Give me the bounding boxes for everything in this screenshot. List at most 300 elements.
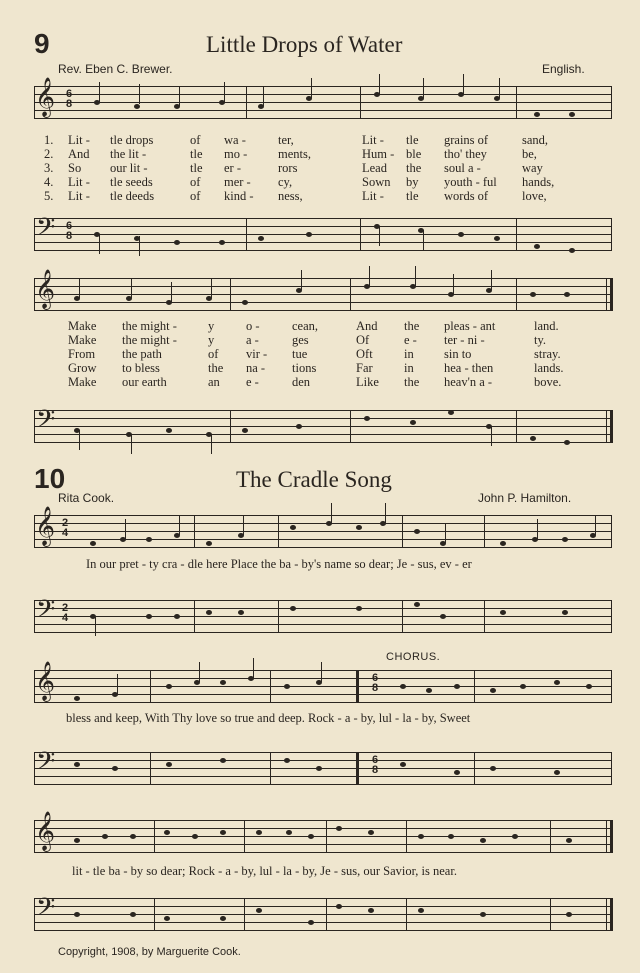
note-stem (385, 503, 386, 523)
lyric-word: 5. (44, 189, 54, 203)
note-stem (379, 74, 380, 94)
bar-line (611, 670, 612, 703)
note-stem (95, 616, 96, 636)
note-head (174, 240, 180, 245)
staff-line (34, 752, 612, 753)
composer-credit: English. (542, 62, 585, 76)
lyric-word: mo - (224, 147, 248, 161)
note-stem (263, 86, 264, 106)
composer-credit: John P. Hamilton. (478, 491, 572, 505)
note-head (368, 830, 374, 835)
note-head (554, 680, 560, 685)
lyric-word: Like (356, 375, 379, 389)
note-head (316, 766, 322, 771)
note-stem (131, 434, 132, 454)
bar-line (270, 670, 271, 703)
staff-line (34, 442, 612, 443)
note-head (500, 541, 506, 546)
lyric-word: in (404, 361, 414, 375)
note-head (512, 834, 518, 839)
note-stem (253, 658, 254, 678)
lyric-word: sand, (522, 133, 549, 147)
bass-staff (34, 405, 612, 442)
bar-line (474, 752, 475, 785)
bar-line (550, 898, 551, 931)
note-head (414, 529, 420, 534)
staff-line (34, 410, 612, 411)
bar-line (610, 278, 613, 311)
lyric-word: From (68, 347, 96, 361)
time-signature-digit: 8 (65, 98, 73, 110)
staff-line (34, 844, 612, 845)
note-head (219, 240, 225, 245)
note-head (480, 912, 486, 917)
note-head (530, 436, 536, 441)
chorus-label: CHORUS. (386, 651, 441, 663)
note-head (530, 292, 536, 297)
note-head (418, 908, 424, 913)
lyric-word: Lit - (68, 133, 90, 147)
lyric-word: grains of (444, 133, 489, 147)
lyric-word: y (208, 333, 215, 347)
bar-line (474, 670, 475, 703)
bar-line (402, 600, 403, 633)
bar-line (402, 515, 403, 548)
time-signature-digit: 2 (61, 602, 69, 614)
time-signature (64, 221, 74, 241)
lyric-word: rors (278, 161, 298, 175)
bar-line (611, 86, 612, 119)
lyric-word: den (292, 375, 311, 389)
lyric-word: ty. (534, 333, 547, 347)
bass-staff (34, 213, 612, 250)
note-stem (117, 674, 118, 694)
note-head (414, 602, 420, 607)
note-stem (79, 430, 80, 450)
note-head (220, 916, 226, 921)
lyric-word: the lit - (110, 147, 147, 161)
bar-line (150, 670, 151, 703)
time-signature-digit: 8 (371, 682, 379, 694)
lyric-word: by (406, 175, 419, 189)
lyric-word: na - (246, 361, 266, 375)
staff-line (34, 434, 612, 435)
chorus-time-signature (370, 755, 380, 775)
staff-line (34, 678, 612, 679)
staff-line (34, 922, 612, 923)
bar-line (611, 515, 612, 548)
note-head (308, 920, 314, 925)
note-head (220, 680, 226, 685)
lyric-word: Lit - (68, 189, 90, 203)
lyric-word: 1. (44, 133, 54, 147)
note-head (286, 830, 292, 835)
note-head (490, 688, 496, 693)
note-head (74, 762, 80, 767)
staff-line (34, 760, 612, 761)
note-head (308, 834, 314, 839)
note-head (500, 610, 506, 615)
lyric-word: tle (406, 189, 419, 203)
bar-line (154, 820, 155, 853)
note-stem (321, 662, 322, 682)
verse-line (66, 333, 576, 347)
lyric-word: Grow (68, 361, 97, 375)
bar-line (230, 410, 231, 443)
note-stem (179, 86, 180, 106)
lyric-word: Lit - (362, 189, 384, 203)
note-head (336, 826, 342, 831)
note-head (566, 912, 572, 917)
note-stem (311, 78, 312, 98)
lyric-word: Oft (356, 347, 373, 361)
time-signature-digit: 6 (371, 754, 379, 766)
note-head (562, 537, 568, 542)
lyric-word: the (404, 319, 420, 333)
verse-line (66, 319, 576, 333)
note-head (368, 908, 374, 913)
staff-line (34, 836, 612, 837)
verse-line (66, 375, 576, 389)
bar-line (34, 600, 35, 633)
hymn-title: Little Drops of Water (206, 32, 403, 57)
staff-line (34, 768, 612, 769)
bass-staff (34, 595, 612, 632)
bar-line (516, 410, 517, 443)
note-head (256, 908, 262, 913)
lyric-word: cean, (292, 319, 319, 333)
lyric-word: mer - (224, 175, 251, 189)
lyric-word: sin to (444, 347, 472, 361)
bar-line (610, 898, 613, 931)
note-head (448, 410, 454, 415)
lyric-word: soul a - (444, 161, 481, 175)
note-stem (211, 278, 212, 298)
lyric-word: hea - then (444, 361, 494, 375)
staff-line (34, 531, 612, 532)
chorus-time-signature (370, 673, 380, 693)
lyric-word: Hum - (362, 147, 395, 161)
note-stem (537, 519, 538, 539)
staff-line (34, 302, 612, 303)
staff-line (34, 418, 612, 419)
note-head (206, 541, 212, 546)
note-head (166, 428, 172, 433)
note-stem (423, 230, 424, 250)
note-head (258, 236, 264, 241)
lyric-word: bove. (534, 375, 562, 389)
bass-clef-icon: 𝄢 (36, 595, 56, 630)
bass-clef-icon: 𝄢 (36, 405, 56, 440)
lyric-word: of (208, 347, 219, 361)
lyric-word: tle (190, 147, 203, 161)
bar-line (550, 820, 551, 853)
staff-line (34, 632, 612, 633)
staff-line (34, 250, 612, 251)
bar-line (360, 218, 361, 251)
lyric-word: And (356, 319, 378, 333)
bar-line (230, 278, 231, 311)
lyric-word: 2. (44, 147, 54, 161)
lyric-word: Make (68, 319, 97, 333)
bass-clef-icon: 𝄢 (36, 747, 56, 782)
bar-line (244, 820, 245, 853)
note-stem (199, 662, 200, 682)
bar-line (606, 410, 607, 443)
bar-line (246, 86, 247, 119)
staff-line (34, 426, 612, 427)
staff-line (34, 118, 612, 119)
bar-line (194, 600, 195, 633)
staff-line (34, 828, 612, 829)
staff-line (34, 608, 612, 609)
note-head (206, 610, 212, 615)
note-stem (125, 519, 126, 539)
lyric-word: love, (522, 189, 547, 203)
treble-clef-icon: 𝄞 (35, 506, 56, 546)
note-head (569, 112, 575, 117)
staff-line (34, 110, 612, 111)
staff-line (34, 523, 612, 524)
staff-line (34, 906, 612, 907)
note-stem (595, 515, 596, 535)
copyright: Copyright, 1908, by Marguerite Cook. (58, 946, 241, 958)
note-stem (243, 515, 244, 535)
bar-line (406, 898, 407, 931)
bar-line (350, 278, 351, 311)
lyric-word: tle seeds (110, 175, 153, 189)
lyric-word: tle deeds (110, 189, 155, 203)
note-head (564, 292, 570, 297)
verse-line (44, 189, 576, 203)
lyric-word: Lit - (362, 133, 384, 147)
treble-clef-icon: 𝄞 (35, 661, 56, 701)
note-head (356, 525, 362, 530)
note-head (102, 834, 108, 839)
lyric-word: 3. (44, 161, 54, 175)
staff-line (34, 294, 612, 295)
note-head (130, 912, 136, 917)
lyric-word: So (68, 161, 82, 175)
bass-staff (34, 893, 612, 930)
note-head (458, 232, 464, 237)
lyric-word: ble (406, 147, 422, 161)
treble-staff (34, 811, 612, 852)
note-head (146, 537, 152, 542)
note-head (410, 420, 416, 425)
staff-line (34, 310, 612, 311)
lyric-word: Far (356, 361, 373, 375)
treble-staff (34, 506, 612, 547)
lyric-word: an (208, 375, 220, 389)
bar-line (34, 898, 35, 931)
bar-line (34, 218, 35, 251)
note-stem (499, 78, 500, 98)
verse-line (44, 175, 576, 189)
bass-clef-icon: 𝄢 (36, 893, 56, 928)
lyric-word: kind - (224, 189, 254, 203)
bar-line (611, 752, 612, 785)
lyric-word: lands. (534, 361, 564, 375)
staff-line (34, 94, 612, 95)
lyric-word: er - (224, 161, 241, 175)
time-signature-digit: 6 (65, 220, 73, 232)
bar-line (154, 898, 155, 931)
note-head (534, 112, 540, 117)
verse-line (44, 161, 576, 175)
note-head (90, 541, 96, 546)
lyric-word: of (190, 175, 201, 189)
lyrics-line: lit - tle ba - by so dear; Rock - a - by, lul - la - by, Je - sus, our Savior, is near. (72, 864, 457, 878)
lyric-word: our earth (122, 375, 167, 389)
note-head (192, 834, 198, 839)
lyric-word: the might - (122, 319, 177, 333)
note-head (534, 244, 540, 249)
staff-line (34, 694, 612, 695)
lyric-word: of (190, 133, 201, 147)
lyricist-credit: Rev. Eben C. Brewer. (58, 62, 173, 76)
note-head (130, 834, 136, 839)
staff-line (34, 898, 612, 899)
note-stem (211, 434, 212, 454)
staff-line (34, 600, 612, 601)
lyric-word: ness, (278, 189, 303, 203)
note-stem (79, 278, 80, 298)
bar-line (516, 218, 517, 251)
bar-line (611, 600, 612, 633)
lyric-word: our lit - (110, 161, 148, 175)
bar-line (606, 820, 607, 853)
note-head (400, 684, 406, 689)
note-stem (99, 82, 100, 102)
lyric-word: cy, (278, 175, 293, 189)
staff-line (34, 670, 612, 671)
note-head (220, 758, 226, 763)
note-stem (139, 236, 140, 256)
note-head (290, 525, 296, 530)
staff-line (34, 547, 612, 548)
staff-line (34, 102, 612, 103)
lyric-word: pleas - ant (444, 319, 496, 333)
note-head (426, 688, 432, 693)
note-stem (301, 270, 302, 290)
bar-line (610, 820, 613, 853)
note-stem (131, 278, 132, 298)
lyric-word: tions (292, 361, 317, 375)
note-head (454, 684, 460, 689)
note-head (336, 904, 342, 909)
note-head (112, 766, 118, 771)
bar-line (326, 820, 327, 853)
lyricist-credit: Rita Cook. (58, 491, 115, 505)
hymn-title: The Cradle Song (236, 467, 392, 492)
lyric-word: ter - ni - (444, 333, 485, 347)
staff-line (34, 286, 612, 287)
note-head (418, 834, 424, 839)
bass-clef-icon: 𝄢 (36, 213, 56, 248)
bar-line (356, 752, 359, 785)
staff-line (34, 820, 612, 821)
bar-line (278, 515, 279, 548)
bar-line (606, 278, 607, 311)
note-head (284, 684, 290, 689)
lyric-word: tue (292, 347, 308, 361)
lyric-word: tle (190, 161, 203, 175)
lyric-word: Make (68, 375, 97, 389)
staff-line (34, 86, 612, 87)
lyric-word: stray. (534, 347, 561, 361)
bar-line (246, 218, 247, 251)
staff-line (34, 234, 612, 235)
note-head (364, 416, 370, 421)
lyrics-line: In our pret - ty cra - dle here Place the ba - by's name so dear; Je - sus, ev - er (86, 557, 472, 571)
note-head (490, 766, 496, 771)
verse-line (66, 361, 576, 375)
lyric-word: ter, (278, 133, 294, 147)
treble-staff (34, 77, 612, 118)
note-head (164, 916, 170, 921)
note-stem (491, 426, 492, 446)
bar-line (516, 86, 517, 119)
note-head (494, 236, 500, 241)
note-head (284, 758, 290, 763)
bar-line (278, 600, 279, 633)
note-head (520, 684, 526, 689)
lyric-word: Of (356, 333, 370, 347)
note-stem (224, 82, 225, 102)
bar-line (484, 600, 485, 633)
note-head (220, 830, 226, 835)
note-head (146, 614, 152, 619)
lyric-word: tle (406, 133, 419, 147)
lyric-word: ges (292, 333, 309, 347)
time-signature (60, 518, 70, 538)
hymn-number: 10 (34, 463, 66, 494)
note-stem (453, 274, 454, 294)
staff-line (34, 616, 612, 617)
note-head (454, 770, 460, 775)
lyric-word: wa - (224, 133, 246, 147)
bass-staff (34, 747, 612, 784)
note-head (256, 830, 262, 835)
lyric-word: the (208, 361, 224, 375)
note-head (166, 684, 172, 689)
bar-line (606, 898, 607, 931)
treble-clef-icon: 𝄞 (35, 77, 56, 117)
lyric-word: Lit - (68, 175, 90, 189)
note-stem (179, 515, 180, 535)
treble-clef-icon: 𝄞 (35, 811, 56, 851)
bar-line (484, 515, 485, 548)
bar-line (34, 410, 35, 443)
lyric-word: Lead (362, 161, 387, 175)
staff-line (34, 852, 612, 853)
bar-line (244, 898, 245, 931)
note-stem (369, 266, 370, 286)
treble-staff (34, 269, 612, 310)
lyric-word: vir - (246, 347, 268, 361)
note-stem (491, 270, 492, 290)
note-head (554, 770, 560, 775)
lyric-word: the might - (122, 333, 177, 347)
lyric-word: the (406, 161, 422, 175)
time-signature-digit: 6 (65, 88, 73, 100)
note-head (566, 838, 572, 843)
note-head (440, 614, 446, 619)
lyric-word: tle drops (110, 133, 154, 147)
note-head (238, 610, 244, 615)
time-signature-digit: 2 (61, 517, 69, 529)
